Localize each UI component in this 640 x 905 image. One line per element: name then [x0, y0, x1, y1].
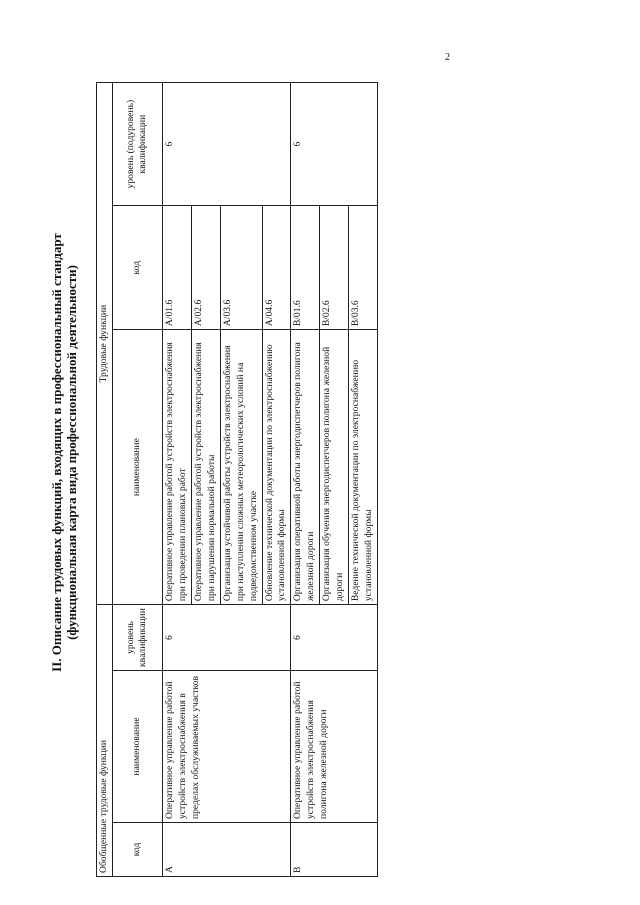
table-row: [162, 83, 191, 877]
group-name: Оперативное управление работой устройств электроснабжения в пределах обслуживаемых участков: [162, 671, 290, 823]
function-code: A/03.6: [220, 206, 262, 330]
header-name: наименование: [112, 671, 162, 823]
function-name: Организация устойчивой работы устройств электроснабжения при наступлении сложных метеорологических условий на подведомственном участке: [220, 330, 262, 605]
function-sublevel: 6: [162, 83, 290, 206]
section-subtitle: (функциональная карта вида профессиональной деятельности): [64, 265, 79, 640]
table-row: [291, 83, 320, 877]
group-code: B: [291, 823, 378, 877]
function-name: Оперативное управление работой устройств электроснабжения при проведении плановых работ: [162, 330, 191, 605]
section-title: II. Описание трудовых функций, входящих в профессиональный стандарт: [49, 233, 64, 672]
function-code: A/04.6: [262, 206, 291, 330]
header-labor-functions: Трудовые функции: [97, 83, 113, 605]
function-code: A/02.6: [191, 206, 220, 330]
functional-map-table: [96, 82, 378, 877]
header-level: уровень квалификации: [112, 605, 162, 671]
header-function-code: код: [112, 206, 162, 330]
function-code: B/01.6: [291, 206, 320, 330]
group-level: 6: [162, 605, 290, 671]
function-code: A/01.6: [162, 206, 191, 330]
function-name: Организация оперативной работы энергодиспетчеров полигона железной дороги: [291, 330, 320, 605]
group-level: 6: [291, 605, 378, 671]
function-name: Оперативное управление работой устройств электроснабжения при нарушении нормальной работы: [191, 330, 220, 605]
header-code: код: [112, 823, 162, 877]
function-code: B/02.6: [320, 206, 349, 330]
function-name: Организация обучения энергодиспетчеров полигона железной дороги: [320, 330, 349, 605]
header-generalized: Обобщенные трудовые функции: [97, 605, 113, 877]
header-sublevel: уровень (подуровень) квалификации: [112, 83, 162, 206]
header-row-2: [112, 83, 162, 877]
group-code: A: [162, 823, 290, 877]
header-row-1: [97, 83, 113, 877]
header-function-name: наименование: [112, 330, 162, 605]
function-name: Обновление технической документации по электроснабжению установленной формы: [262, 330, 291, 605]
function-sublevel: 6: [291, 83, 378, 206]
function-code: B/03.6: [349, 206, 378, 330]
group-name: Оперативное управление работой устройств электроснабжения полигона железной дороги: [291, 671, 378, 823]
function-name: Ведение технической документации по электроснабжению установленной формы: [349, 330, 378, 605]
page-number: 2: [445, 52, 450, 63]
